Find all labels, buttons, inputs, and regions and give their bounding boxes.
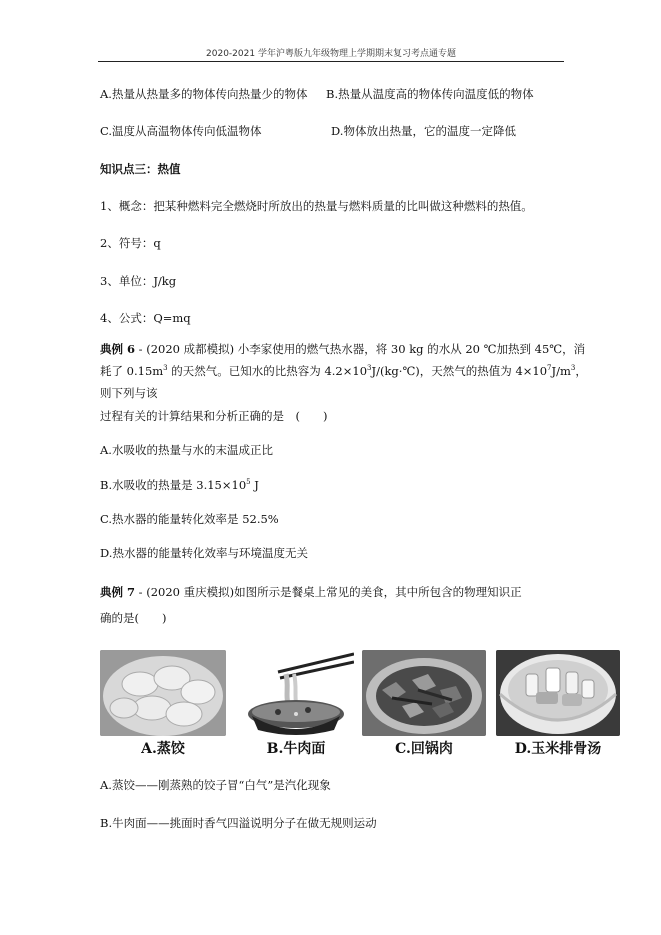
caption-c: C.回锅肉 bbox=[395, 741, 453, 757]
example-6-line-2: 耗了 $0.15m^3$ 的天然气。已知水的比热容为 $4.2\times 10^3J/(kg\cdot℃)$，天然气的热值为 $4\times 10^7J/m^3$， bbox=[100, 364, 587, 378]
example-7-option-a: A.蒸饺——刚蒸熟的饺子冒“白气”是汽化现象 bbox=[100, 778, 331, 792]
symbol-paragraph: 2、符号：q bbox=[100, 236, 161, 250]
example-7-line-2: 确的是( ) bbox=[100, 611, 167, 625]
example-7-line-1: 典例 7 - (2020 重庆模拟)如图所示是餐桌上常见的美食，其中所包含的物理知识正 bbox=[100, 585, 522, 599]
example-6-option-d: D.热水器的能量转化效率与环境温度无关 bbox=[100, 546, 308, 560]
unit-paragraph: 3、单位：J/kg bbox=[100, 274, 177, 288]
example-6-option-a: A.水吸收的热量与水的末温成正比 bbox=[100, 443, 273, 457]
section-title: 知识点三：热值 bbox=[100, 162, 181, 176]
example-6-line-4: 过程有关的计算结果和分析正确的是 ( ) bbox=[100, 409, 328, 423]
header-rule bbox=[98, 61, 564, 62]
example-6-option-b: B.水吸收的热量是 $3.15\times 10^5$ J bbox=[100, 478, 259, 492]
caption-d: D.玉米排骨汤 bbox=[514, 741, 602, 757]
concept-paragraph: 1、概念：把某种燃料完全燃烧时所放出的热量与燃料质量的比叫做这种燃料的热值。 bbox=[100, 199, 533, 213]
example-7-option-b: B.牛肉面——挑面时香气四溢说明分子在做无规则运动 bbox=[100, 816, 377, 830]
dumpling-photo bbox=[100, 650, 226, 736]
prev-option-c: C.温度从高温物体传向低温物体 bbox=[100, 124, 262, 138]
prev-option-b: B.热量从温度高的物体传向温度低的物体 bbox=[326, 87, 534, 101]
example-6-line-3: 则下列与该 bbox=[100, 386, 158, 400]
twice-cooked-pork-photo bbox=[362, 650, 486, 736]
caption-a: A.蒸饺 bbox=[141, 741, 185, 757]
example-6-line-1: 典例 6 - (2020 成都模拟) 小李家使用的燃气热水器，将 30 kg 的水从 20 ℃加热到 45℃，消 bbox=[100, 342, 586, 356]
example-6-option-c: C.热水器的能量转化效率是 52.5% bbox=[100, 512, 279, 526]
beef-noodle-photo bbox=[238, 650, 354, 736]
corn-rib-soup-photo bbox=[496, 650, 620, 736]
formula-paragraph: 4、公式：Q=mq bbox=[100, 311, 191, 325]
prev-option-a: A.热量从热量多的物体传向热量少的物体 bbox=[100, 87, 308, 101]
page-header: 2020-2021 学年沪粤版九年级物理上学期期末复习考点通专题 bbox=[206, 49, 456, 59]
caption-b: B.牛肉面 bbox=[266, 741, 326, 757]
prev-option-d: D.物体放出热量，它的温度一定降低 bbox=[331, 124, 516, 138]
